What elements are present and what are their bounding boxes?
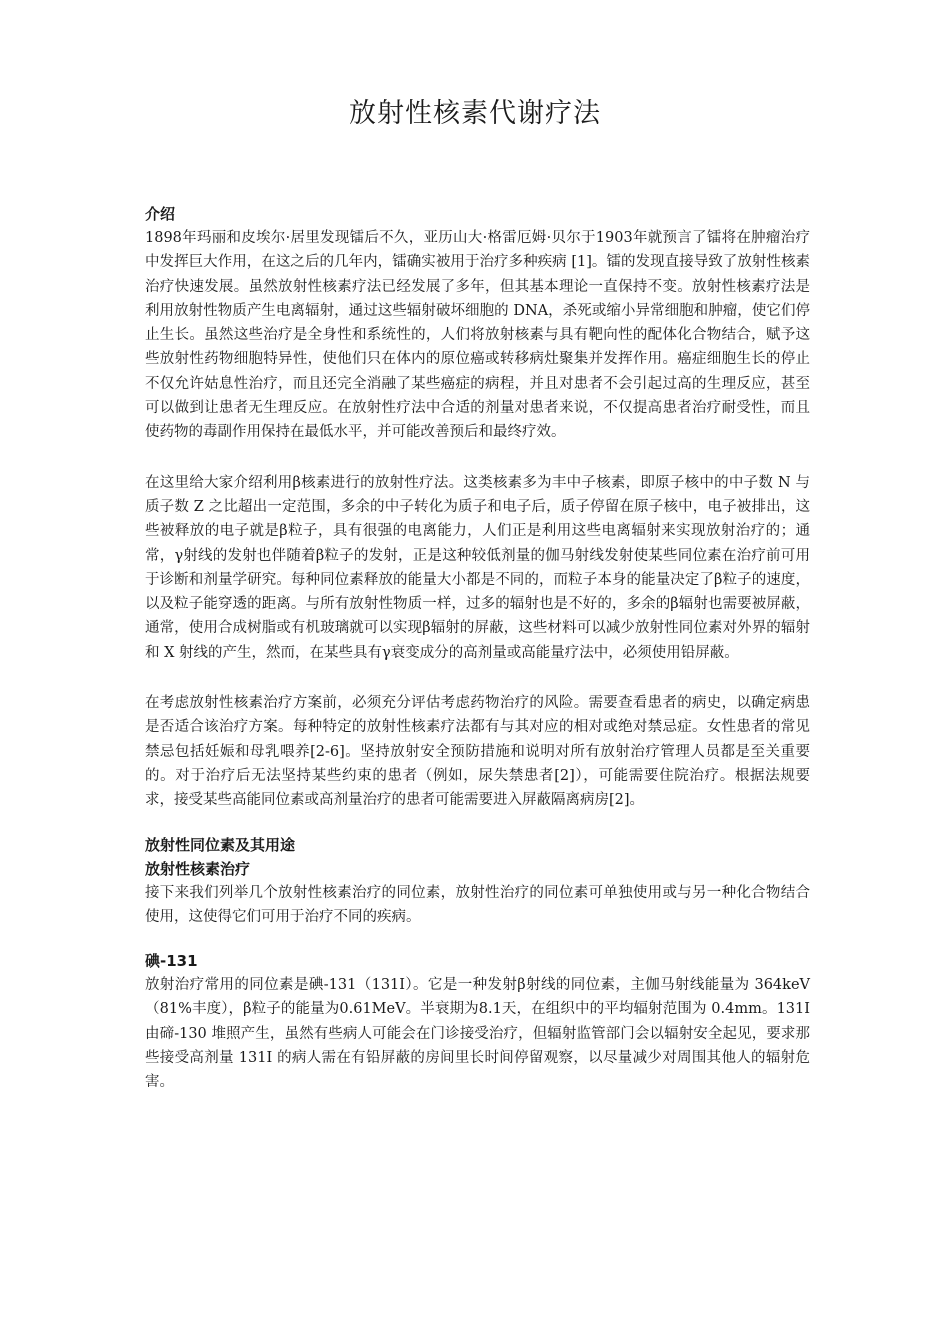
document-title: 放射性核素代谢疗法 xyxy=(349,98,601,129)
section-heading-intro: 介绍 xyxy=(145,205,176,223)
section-intro xyxy=(145,202,810,813)
document-body xyxy=(145,202,810,1095)
section-isotopes xyxy=(145,833,810,930)
iodine-paragraph: 放射治疗常用的同位素是碘-131（131I）。它是一种发射β射线的同位素，主伽马射线能量为 364keV（81%丰度），β粒子的能量为0.61MeV。半衰期为8.1天，在组织中的平均辐射范围为 0.4mm。131I 由碲-130 堆照产生，虽然有些病人可能会在门诊接受治疗，但辐射监管部门会以辐射安全起见，要求那些接受高剂量 131I 的病人需在有铅屏蔽的房间里长时间停留观察，以尽量减少对周围其他人的辐射危害。 xyxy=(145,977,810,1091)
intro-paragraph-3: 在考虑放射性核素治疗方案前，必须充分评估考虑药物治疗的风险。需要查看患者的病史，以确定病患是否适合该治疗方案。每种特定的放射性核素疗法都有与其对应的相对或绝对禁忌症。女性患者的常见禁忌包括妊娠和母乳喂养[2-6]。坚持放射安全预防措施和说明对所有放射治疗管理人员都是至关重要的。对于治疗后无法坚持某些约束的患者（例如，尿失禁患者[2]），可能需要住院治疗。根据法规要求，接受某些高能同位素或高剂量治疗的患者可能需要进入屏蔽隔离病房[2]。 xyxy=(145,695,810,809)
isotopes-paragraph: 接下来我们列举几个放射性核素治疗的同位素，放射性治疗的同位素可单独使用或与另一种化合物结合使用，这使得它们可用于治疗不同的疾病。 xyxy=(145,884,810,925)
section-heading-iodine-131: 碘-131 xyxy=(145,952,198,971)
section-subheading-therapy: 放射性核素治疗 xyxy=(145,859,251,878)
intro-paragraph-1: 1898年玛丽和皮埃尔·居里发现镭后不久，亚历山大·格雷厄姆·贝尔于1903年就预言了镭将在肿瘤治疗中发挥巨大作用，在这之后的几年内，镭确实被用于治疗多种疾病 [1]。镭的发现直接导致了放射性核素治疗快速发展。虽然放射性核素疗法已经发展了多年，但其基本理论一直保持不变。放射性核素疗法是利用放射性物质产生电离辐射，通过这些辐射破坏细胞的 DNA，杀死或缩小异常细胞和肿瘤，使它们停止生长。虽然这些治疗是全身性和系统性的，人们将放射核素与具有靶向性的配体化合物结合，赋予这些放射性药物细胞特异性，使他们只在体内的原位癌或转移病灶聚集并发挥作用。癌症细胞生长的停止不仅允许姑息性治疗，而且还完全消融了某些癌症的病程，并且对患者不会引起过高的生理反应，甚至可以做到让患者无生理反应。在放射性疗法中合适的剂量对患者来说，不仅提高患者治疗耐受性，而且使药物的毒副作用保持在最低水平，并可能改善预后和最终疗效。 xyxy=(145,230,810,441)
section-iodine-131 xyxy=(145,949,810,1094)
section-heading-isotopes: 放射性同位素及其用途 xyxy=(145,835,296,854)
intro-paragraph-2: 在这里给大家介绍利用β核素进行的放射性疗法。这类核素多为丰中子核素，即原子核中的中子数 N 与质子数 Z 之比超出一定范围，多余的中子转化为质子和电子后，质子停留在原子核中，电子被排出，这些被释放的电子就是β粒子，具有很强的电离能力，人们正是利用这些电离辐射来实现放射治疗的；通常，γ射线的发射也伴随着β粒子的发射，正是这种较低剂量的伽马射线发射使某些同位素在治疗前可用于诊断和剂量学研究。每种同位素释放的能量大小都是不同的，而粒子本身的能量决定了β粒子的速度，以及粒子能穿透的距离。与所有放射性物质一样，过多的辐射也是不好的，多余的β辐射也需要被屏蔽，通常，使用合成树脂或有机玻璃就可以实现β辐射的屏蔽，这些材料可以减少放射性同位素对外界的辐射和 X 射线的产生，然而，在某些具有γ衰变成分的高剂量或高能量疗法中，必须使用铅屏蔽。 xyxy=(145,474,810,661)
